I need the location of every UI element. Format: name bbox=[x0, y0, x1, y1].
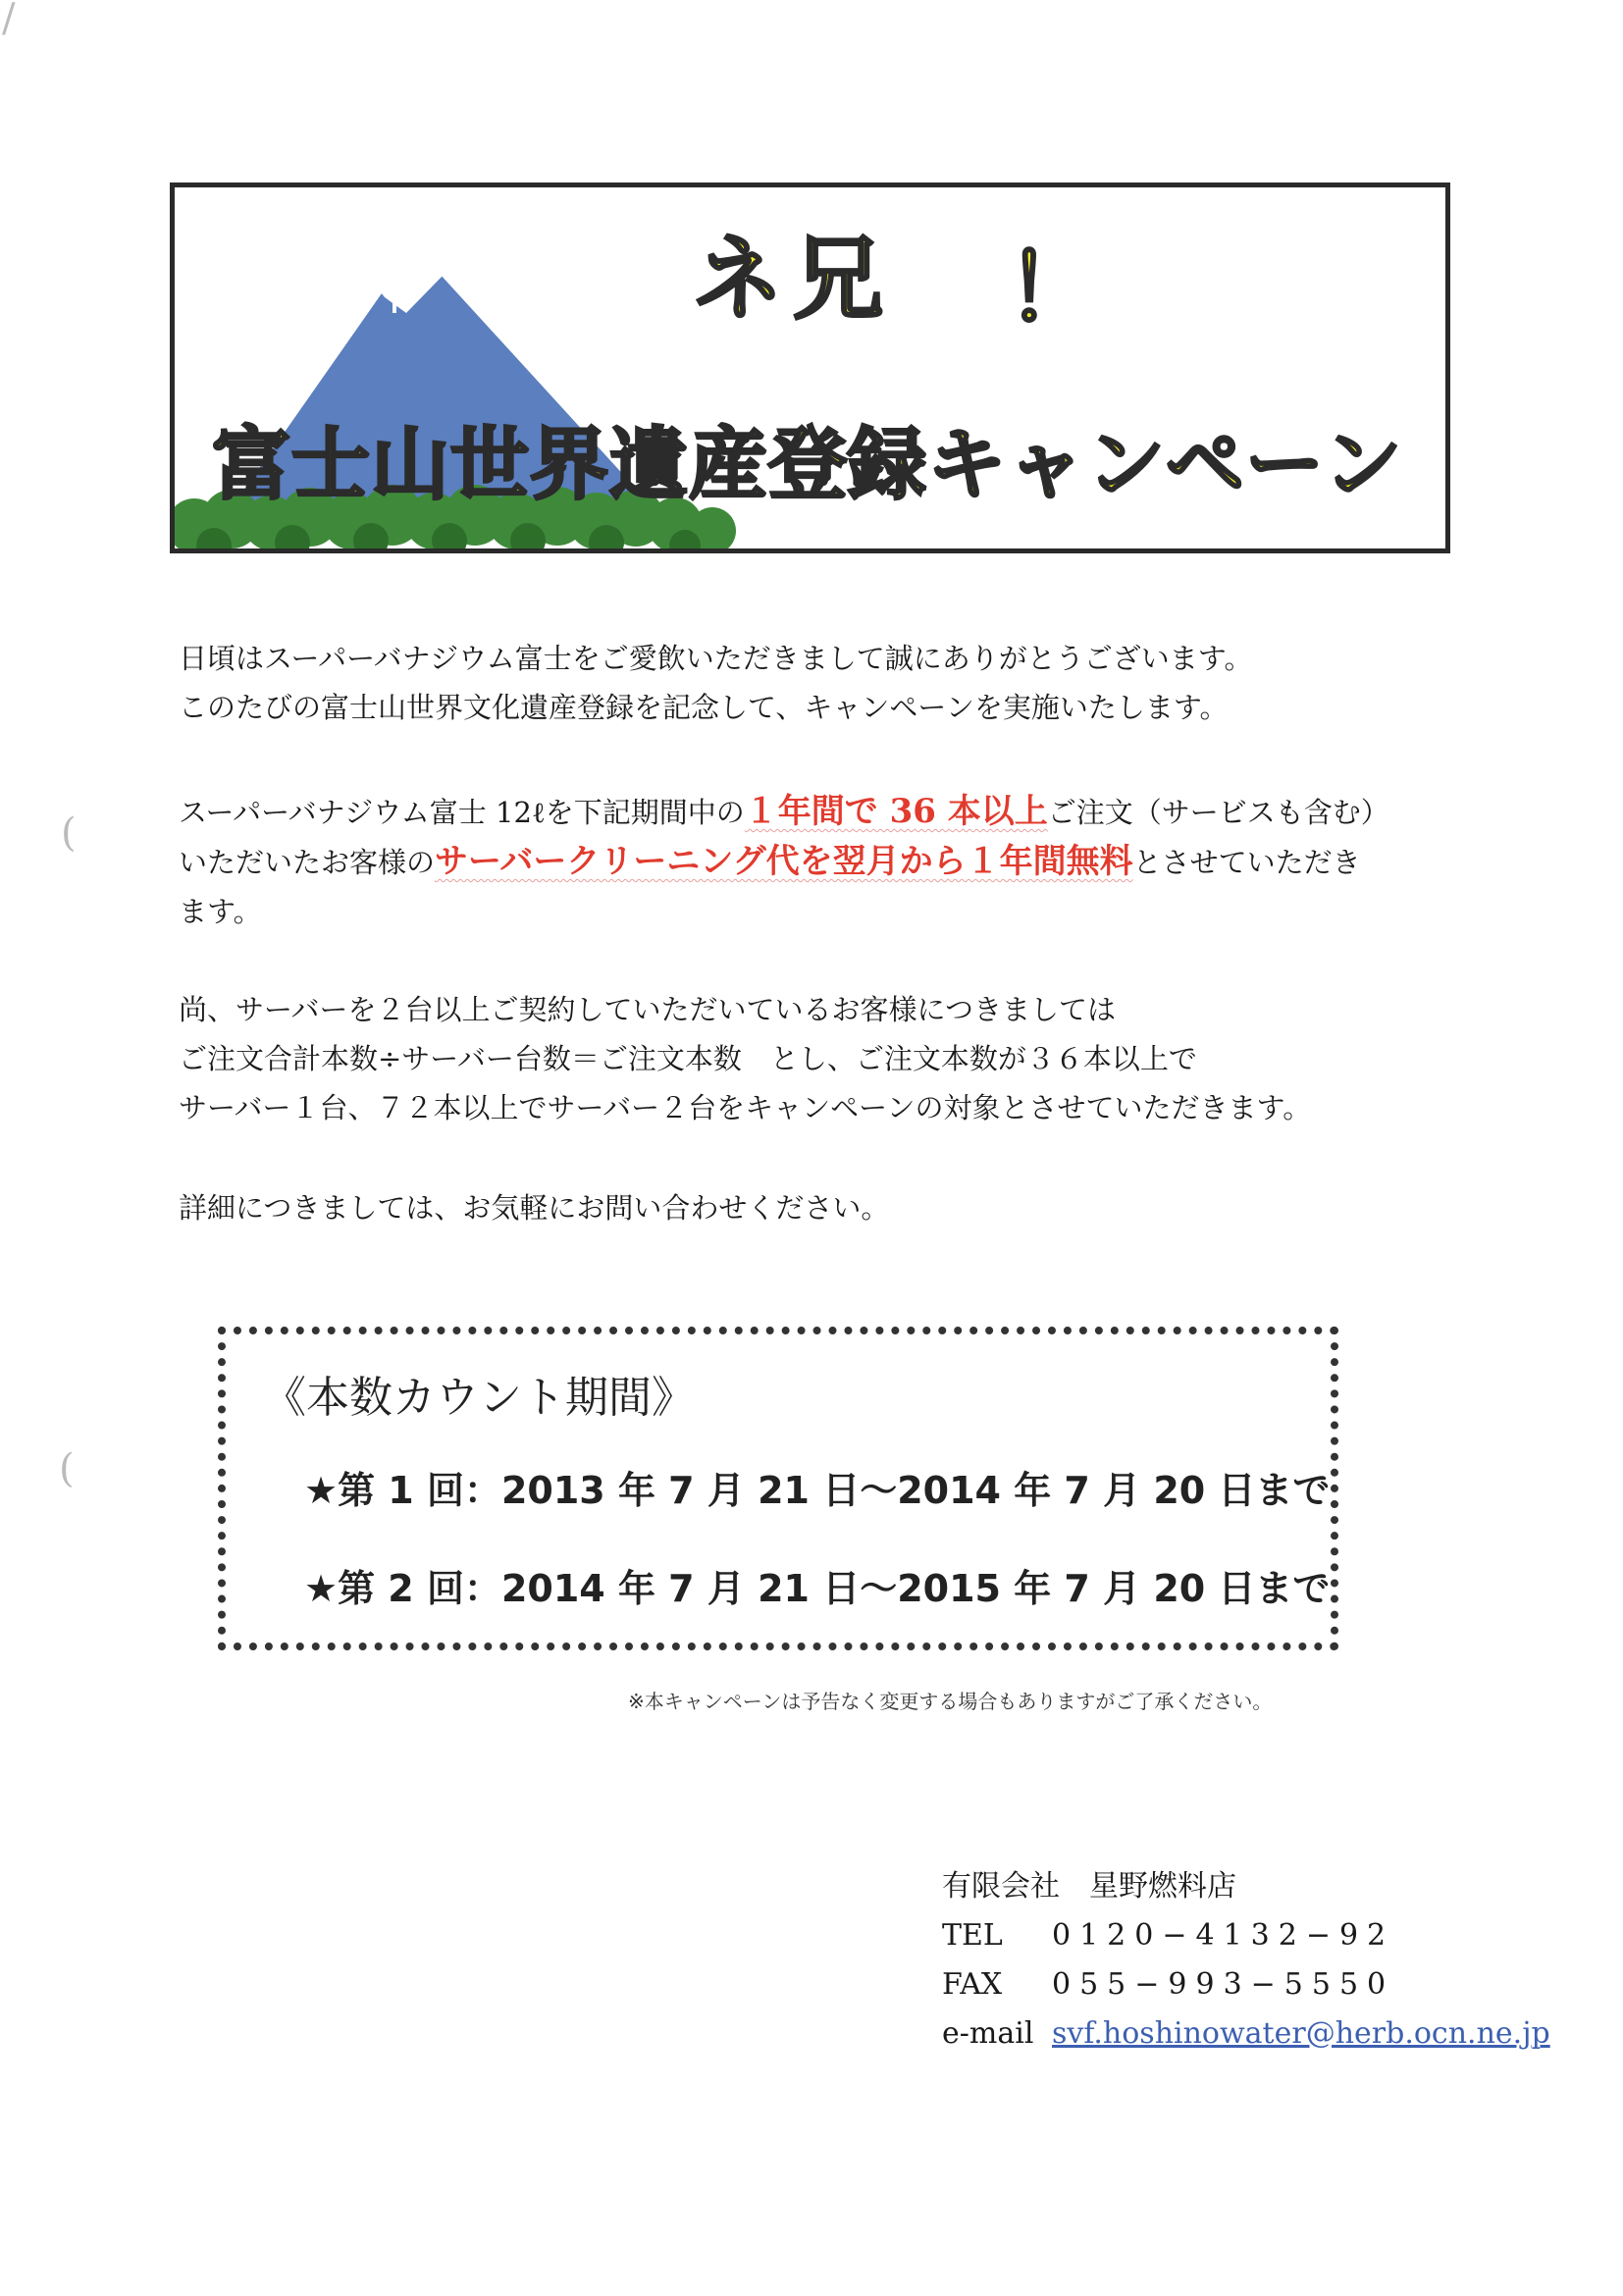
banner-title-campaign: 富士山世界遺産登録キャンペーン bbox=[212, 419, 1403, 510]
scan-mark: / bbox=[2, 0, 16, 41]
offer-text: ご注文（サービスも含む） bbox=[1047, 796, 1389, 829]
offer-text: いただいたお客様の bbox=[179, 846, 436, 879]
text-line: 日頃はスーパーバナジウム富士をご愛飲いただきまして誠にありがとうございます。 bbox=[179, 642, 1253, 675]
campaign-banner bbox=[170, 183, 1450, 553]
text-line: 詳細につきましては、お気軽にお問い合わせください。 bbox=[179, 1191, 890, 1225]
banner-title-celebrate: ネ兄 bbox=[692, 227, 893, 332]
scan-mark: ( bbox=[59, 1446, 75, 1491]
offer-highlight-benefit: サーバークリーニング代を翌月から１年間無料 bbox=[435, 842, 1133, 881]
offer-text: スーパーバナジウム富士 12ℓを下記期間中の bbox=[179, 796, 745, 829]
text-line: 尚、サーバーを２台以上ご契約していただいているお客様につきましては bbox=[179, 993, 1116, 1026]
offer-highlight-quantity: １年間で 36 本以上 bbox=[744, 792, 1048, 831]
tel-label: TEL bbox=[942, 1918, 1003, 1953]
count-period-box bbox=[218, 1327, 1338, 1650]
text-line: サーバー１台、７２本以上でサーバー２台をキャンペーンの対象とさせていただきます。 bbox=[179, 1091, 1312, 1124]
multi-server-paragraph bbox=[179, 985, 1444, 1132]
text-line bbox=[179, 837, 1444, 887]
company-name: 有限会社 星野燃料店 bbox=[942, 1869, 1236, 1904]
fax-label: FAX bbox=[942, 1967, 1003, 2002]
text-line: ご注文合計本数÷サーバー台数＝ご注文本数 とし、ご注文本数が３６本以上で bbox=[179, 1042, 1197, 1075]
company-email bbox=[942, 2009, 1550, 2059]
banner-title-exclaim: ！ bbox=[1007, 236, 1098, 341]
count-period-title: 《本数カウント期間》 bbox=[263, 1373, 695, 1423]
text-line: このたびの富士山世界文化遺産登録を記念して、キャンペーンを実施いたします。 bbox=[179, 691, 1229, 724]
text-line bbox=[179, 787, 1444, 837]
inquiry-paragraph bbox=[179, 1183, 1444, 1232]
company-info bbox=[942, 1862, 1550, 2059]
greeting-paragraph bbox=[179, 634, 1444, 732]
scan-mark: ( bbox=[61, 810, 77, 856]
fax-value: 055−993−5550 bbox=[1052, 1967, 1395, 2002]
offer-paragraph bbox=[179, 787, 1444, 936]
email-link[interactable]: svf.hoshinowater@herb.ocn.ne.jp bbox=[1052, 2016, 1550, 2051]
count-period-item-1: ★第 1 回：2013 年 7 月 21 日～2014 年 7 月 20 日まで bbox=[304, 1469, 1331, 1512]
company-fax bbox=[942, 1960, 1550, 2009]
company-tel bbox=[942, 1911, 1550, 1960]
count-period-item-2: ★第 2 回：2014 年 7 月 21 日～2015 年 7 月 20 日まで bbox=[304, 1567, 1331, 1610]
offer-text: とさせていただき bbox=[1132, 846, 1361, 879]
email-label: e-mail bbox=[942, 2016, 1034, 2051]
tel-value: 0120−4132−92 bbox=[1052, 1918, 1395, 1953]
text-line: ます。 bbox=[179, 895, 262, 928]
disclaimer-note: ※本キャンペーンは予告なく変更する場合もありますがご了承ください。 bbox=[628, 1690, 1273, 1713]
